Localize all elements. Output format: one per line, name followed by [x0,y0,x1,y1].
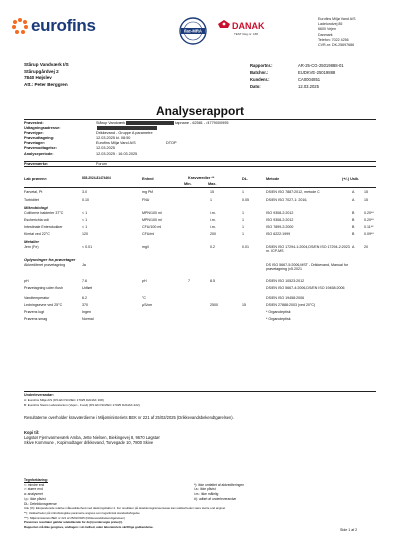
address-line: Danmark [318,32,333,37]
table-cell-dl: 15 [242,303,246,307]
table-cell-f: A [352,198,355,202]
report-date: 12.03.2025 [298,84,319,89]
table-cell-u: FNU [142,198,150,202]
table-cell-dl: 1 [242,211,244,215]
table-cell-u: MPN/100 ml [142,211,162,215]
table-cell-v: < 1 [82,225,88,229]
table-cell-p: pH [24,279,29,283]
table-cell-f: B [352,225,355,229]
table-row [24,211,376,218]
batch-number: EUDKVE-25019888 [298,70,336,75]
table-row [24,198,376,205]
table-cell-p: Farvetal, Pt [24,190,43,194]
results-table-header: Lab prøvenr: 835-2024-81474464 Enhed Kravværdier ** Min. Max. DL. Metode (+/-) Usik. [24,176,376,188]
customer-line: Stårup Vandværk I/S [24,62,69,67]
table-cell-p: Kimtal ved 22°C [24,232,50,236]
table-cell-v: 6.2 [82,296,87,300]
table-cell-m: ISO 9308-2:2012 [266,218,294,222]
table-row [24,296,376,303]
table-cell-max: i.m. [210,211,216,215]
table-group-heading: Oplysninger fra prøvetager [24,257,76,262]
table-cell-v: Udført [82,286,92,290]
table-cell-u: MPN/100 ml [142,218,162,222]
table-cell-m: DS/EN ISO 17294-1:2004,DS/EN ISO 17294-2:2023 m. ICP-MS [266,245,350,254]
customer-line: Stårupgårdvej 2 [24,68,59,74]
report-meta: Rapportnr.: AR-25-CG-25019888-01 Batchnr.: EUDKVE-25019888 Kundenr.: CA0004851 Dato: 12.03.2025 [250,63,344,89]
table-cell-m: * Organoleptisk [266,310,291,314]
table-cell-p: Coliforme bakterier 37°C [24,211,64,215]
table-row [24,279,376,286]
table-cell-m: ISO 6222:1999 [266,232,291,236]
table-row [24,190,376,198]
table-cell-v: < 1 [82,218,88,222]
sample-marker: Prøvemærke: Forum [24,162,376,167]
table-cell-v: < 1 [82,211,88,215]
table-cell-u: mg/l [142,245,149,249]
table-cell-v: Normal [82,317,94,321]
table-cell-us: 20 [364,245,368,249]
redacted-block [126,121,174,125]
table-cell-u: mg Pt/l [142,190,154,194]
table-cell-m: ISO 9308-2:2012 [266,211,294,215]
danak-text: DANAK [232,21,265,31]
table-cell-f: A [352,190,355,194]
table-cell-u: °C [142,296,147,300]
table-row [24,286,376,296]
table-row [24,310,376,317]
table-cell-p: Vandtemperatur [24,296,50,300]
table-cell-m: DS ISO 5667-5:2006,MST - Drikkevand, Manual for prøvetagning (v5.2021 [266,263,349,272]
table-group-heading: Mikrobiologi [24,205,48,210]
eurofins-logo [12,16,96,36]
table-cell-v: < 0.01 [82,245,93,249]
table-cell-dl: 1 [242,232,244,236]
table-cell-m: ISO 7899-2:2000 [266,225,294,229]
customer-line: Att.: Peter Berggren [24,81,68,87]
table-cell-p: Turbiditet [24,198,39,202]
legend-footer: Tegnforklaring: <: mindre end >: større end a: analyseret i.p.: ikke påvist DL: Detektionsgrænse *): ikke omfattet af akkrediteringen i.a.: ikke påvist i.m.: ikke målelig #): udført af underleverandør Usk (%): Ekspanderede relative måleusikkerhed med dækningsfaktor 2. For resultater på detektionsgrænseniveau kan usikkerheden være større end angivet **): Usikkerheder på mikrobiologiske parametre angives som logaritmisk standardafvigelse ***): Miljøministeriets BEK nr 221 af 25/02/2025 (Drikkevandsbekendtgørelsen) Prøvernes resultater gælder udelukkende for de(n) undersøgte prøve(r). Rapporten må ikke gengives, undtagen i sin helhed, uden laboratoriets skriftlige godkendelse. [24,478,245,530]
table-cell-v: Ja [82,263,86,267]
table-cell-p: Escherichia coli [24,218,49,222]
table-cell-max: 0.2 [210,245,215,249]
results-table [24,190,376,324]
address-line: Ladelundvej 85 [318,22,343,27]
table-cell-dl: 1 [242,218,244,222]
subcontractor-notes: Underleverandør: A: Eurofins Miljø A/S (DS EN ISO/IEC 17025 DANAK 168) B: Eurofins Steins Laboratorium (Vejen - Food) (DS EN ISO/IEC 17025 DANAK 222) [24,393,140,407]
table-cell-p: Prøvens lugt [24,310,45,314]
table-cell-u: CFU/100 ml [142,225,162,229]
ilac-mra-seal-icon [176,16,210,46]
table-cell-max: 15 [210,190,214,194]
ilac-text: ilac-MRA [184,28,202,34]
table-cell-m: * Organoleptisk [266,317,291,321]
table-cell-dl: 1 [242,190,244,194]
report-number: AR-25-CG-25019888-01 [298,63,344,68]
table-group-heading: Metaller [24,239,40,244]
table-cell-max: 200 [210,232,216,236]
table-cell-v: 120 [82,232,88,236]
table-row [24,317,376,324]
address-line: 6600 Vejen [318,27,336,32]
table-cell-max: 2500 [210,303,218,307]
table-cell-v: 3.0 [82,190,87,194]
table-cell-max: i.m. [210,218,216,222]
table-cell-u: pH [142,279,147,283]
table-cell-max: 1 [210,198,212,202]
table-cell-v: 7.6 [82,279,87,283]
page-title: Analyserapport [155,104,245,118]
table-cell-f: B [352,218,355,222]
table-cell-dl: 0.01 [242,245,249,249]
table-cell-v: 0.10 [82,198,89,202]
table-row [24,303,376,310]
table-cell-p: Jern (Fe) [24,245,39,249]
table-cell-v: 370 [82,303,88,307]
table-cell-p: Ledningsevne ved 25°C [24,303,63,307]
sample-info: Prøvested: Stårup Vandværk tapnane - 62581 - /4779000995 Udtagningsadresse: Prøvetype: Drikkevand - Gruppe A parametre Prøveudtagning: 12.03.2025 kl. 08:50 Prøvetager: Eurofins Miljø Vand A/S DTOP Prøvemodtagelse: 12.03.2025 Analyseperiode: 12.03.2025 : 16.03.2025 [24,121,229,156]
table-cell-p: Prøvens smag [24,317,48,321]
table-cell-f: B [352,211,355,215]
table-cell-m: DS/EN 27888:2003 (ved 20°C) [266,303,316,307]
table-row [24,263,376,279]
table-cell-m: DS/EN ISO 7887:2012, metode C [266,190,320,194]
address-line: Eurofins Miljø Vand A/S [318,17,356,21]
redacted-block [97,126,157,130]
table-cell-max: 8.5 [210,279,215,283]
table-cell-p: Akkrediteret prøvetagning [24,263,66,267]
danak-logo-icon [214,18,274,46]
lab-address [318,17,355,48]
table-row [24,218,376,225]
conclusion-text: Resultaterne overholder kravværdierne i Miljøministeriets BEK nr 221 af 25/02/2025 (Drikkevandsbekendtgørelsen). [24,415,234,420]
table-cell-u: µS/cm [142,303,153,307]
table-row [24,225,376,232]
table-cell-us: 0.11** [364,225,374,229]
address-line: Telefon: 7022 4256 [318,37,349,42]
copy-to: Kopi til: Løgstør Fjernvarmeværk Amba, Jette Nielsen, Biekingevej 8, 9670 Løgstør Skive Kommune , Kopimodtager drikkevand, Torvegade 10, 7800 Skive [24,430,160,445]
table-cell-us: 0.20** [364,211,374,215]
table-row [24,232,376,239]
divider [24,119,376,120]
table-cell-v: Ingen [82,310,91,314]
table-cell-us: 15 [364,190,368,194]
table-row [24,245,376,257]
table-cell-m: DS/EN ISO 7027-1: 2016, [266,198,308,202]
customer-address [24,62,69,88]
customer-line: 7840 Højslev [24,75,52,81]
table-cell-f: A [352,245,355,249]
address-line: CVR-nr: DK-25697686 [318,43,355,48]
eurofins-dots-icon [12,18,28,34]
table-cell-min: 7 [188,279,190,283]
table-cell-f: B [352,232,355,236]
table-cell-us: 0.20** [364,218,374,222]
customer-number: CA0004851 [298,77,321,82]
danak-sub: TEST Reg.nr. 168 [234,32,258,36]
table-cell-m: DS/EN ISO 19458:2006 [266,296,305,300]
table-cell-dl: 1 [242,225,244,229]
table-cell-dl: 0.05 [242,198,249,202]
table-cell-us: 15 [364,198,368,202]
table-cell-us: 0.09** [364,232,374,236]
table-cell-p: Prøvetagning uden flush [24,286,63,290]
table-cell-u: CFU/ml [142,232,155,236]
table-cell-m: DS/EN ISO 10523:2012 [266,279,305,283]
table-cell-p: Intestinale Enterokokker [24,225,63,229]
table-cell-m: DS/EN ISO 5667-4:2006,DS/EN ISO 19458:2006 [266,286,345,290]
brand-name: eurofins [31,16,96,35]
divider [24,391,376,392]
page-number: Side 1 af 2 [340,528,358,532]
table-cell-max: i.m. [210,225,216,229]
